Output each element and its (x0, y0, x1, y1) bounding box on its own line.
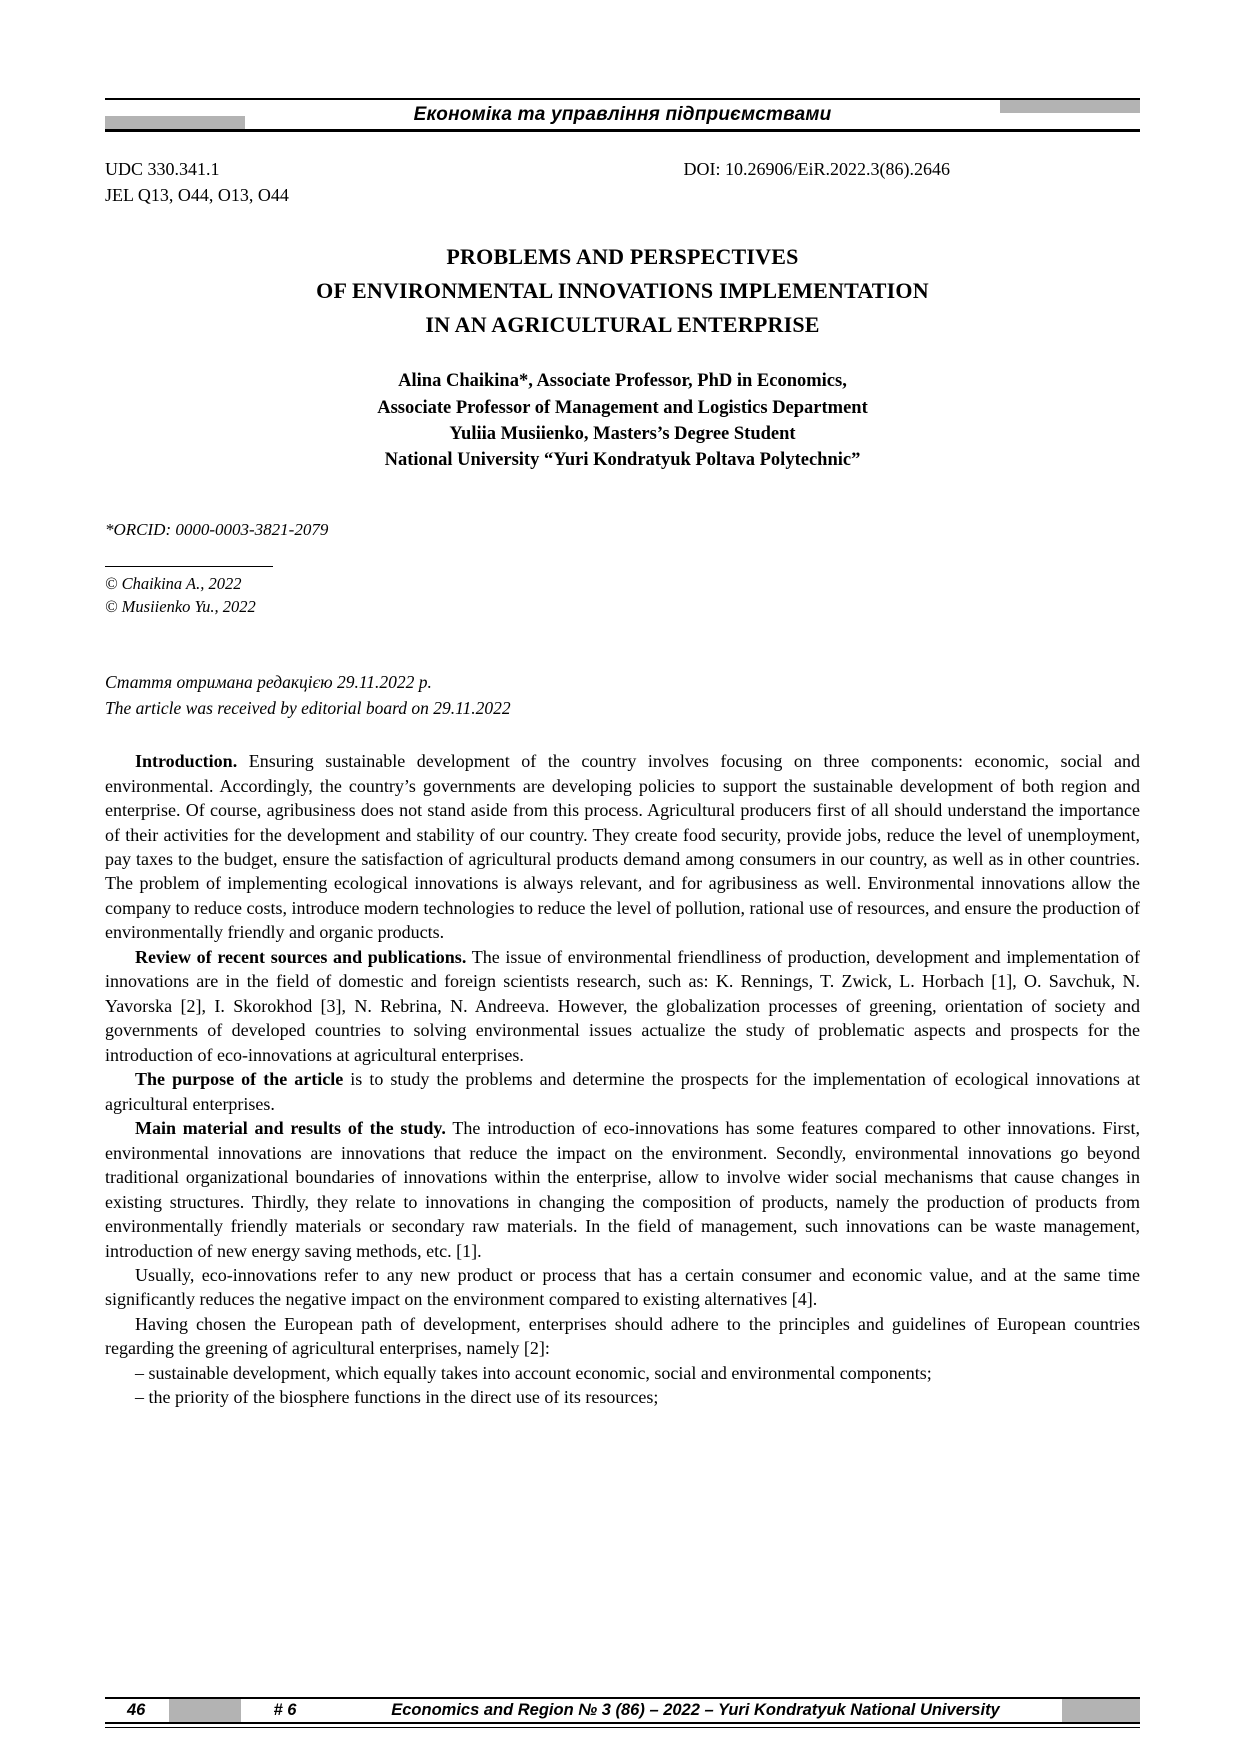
paragraph-having-chosen (105, 1312, 1140, 1361)
udc-doi-row (105, 156, 1140, 208)
list-item (105, 1385, 1140, 1409)
paragraph-introduction (105, 749, 1140, 945)
page-number: 46 (127, 1701, 146, 1719)
orcid-line: *ORCID: 0000-0003-3821-2079 (105, 519, 329, 539)
page-footer (105, 1697, 1140, 1728)
section-title: Економіка та управління підприємствами (413, 103, 832, 125)
footer-band (105, 1697, 1140, 1724)
received-block (105, 670, 1140, 721)
authors-block (105, 368, 1140, 473)
header-gray-block-right (1000, 100, 1140, 113)
doi-code: DOI: 10.26906/EiR.2022.3(86).2646 (683, 159, 950, 179)
footer-gray-block-right (1062, 1699, 1140, 1722)
paragraph-text: The issue of environmental friendliness of production, development and implementation of innovations are in the field of domestic and foreign scientists research, such as: K. Rennings, T. Zwick, L. Horbach [1], O. Savchuk, N. Yavorska [2], I. Skorokhod [3], N. Rebrina, N. Andreeva. However, the globalization processes of greening, orientation of society and governments of developed countries to solving environmental issues actualize the study of problematic aspects and prospects for the introduction of eco-innovations at agricultural enterprises. (105, 946, 1141, 1065)
article-title-line2: OF ENVIRONMENTAL INNOVATIONS IMPLEMENTATION (316, 278, 929, 304)
article-title-line3: IN AN AGRICULTURAL ENTERPRISE (425, 312, 820, 338)
udc-code: UDC 330.341.1 (105, 159, 220, 179)
paragraph-lead: The purpose of the article (135, 1069, 344, 1090)
paragraph-main-material (105, 1116, 1140, 1263)
copyright-line1: © Chaikina A., 2022 (105, 573, 242, 593)
udc-jel-block (105, 156, 289, 208)
copyright-block (105, 566, 1140, 619)
paragraph-usually (105, 1263, 1140, 1312)
list-item-text: – the priority of the biosphere functions in the direct use of its resources; (135, 1387, 659, 1408)
footer-gray-block-left (169, 1699, 241, 1722)
paragraph-purpose (105, 1067, 1140, 1116)
jel-code: JEL Q13, O44, O13, O44 (105, 185, 289, 206)
paragraph-lead: Review of recent sources and publications. (135, 946, 467, 967)
article-title-line1: PROBLEMS AND PERSPECTIVES (446, 244, 799, 270)
author-line2: Associate Professor of Management and Logistics Department (377, 397, 868, 418)
received-line-uk: Стаття отримана редакцією 29.11.2022 р. (105, 672, 432, 693)
paragraph-text: Having chosen the European path of development, enterprises should adhere to the principles and guidelines of European countries regarding the greening of agricultural enterprises, namely [2]: (105, 1313, 1140, 1359)
paragraph-review (105, 945, 1140, 1067)
list-item (105, 1361, 1140, 1385)
paragraph-lead: Main material and results of the study. (135, 1118, 446, 1139)
author-line1: Alina Chaikina*, Associate Professor, PhD in Economics, (398, 371, 847, 392)
paragraph-text: Ensuring sustainable development of the country involves focusing on three components: economic, social and environmental. Accordingly, the country’s governments are developing policies to support the sustainable development of both region and enterprise. Of course, agribusiness does not stand aside from this process. Agricultural producers first of all should understand the importance of their activities for the development and stability of our country. They create food security, provide jobs, reduce the level of unemployment, pay taxes to the budget, ensure the satisfaction of agricultural products demand among consumers in our country, as well as in other countries. The problem of implementing ecological innovations is always relevant, and for agribusiness as well. Environmental innovations allow the company to reduce costs, introduce modern technologies to reduce the level of pollution, rational use of resources, and ensure the production of environmentally friendly and organic products. (105, 751, 1140, 943)
author-line3: Yuliia Musiienko, Masters’s Degree Student (449, 424, 796, 444)
list-item-text: – sustainable development, which equally takes into account economic, social and environmental components; (135, 1362, 932, 1383)
article-title (105, 240, 1140, 342)
footer-bottom-rule (105, 1727, 1140, 1728)
received-line-en: The article was received by editorial board on 29.11.2022 (105, 697, 511, 718)
header-gray-block-left (105, 116, 245, 129)
paragraph-text: Usually, eco-innovations refer to any new product or process that has a certain consumer and economic value, and at the same time significantly reduces the negative impact on the environment compared to existing alternatives [4]. (105, 1264, 1140, 1310)
paragraph-lead: Introduction. (135, 751, 238, 772)
author-line4: National University “Yuri Kondratyuk Poltava Polytechnic” (384, 450, 861, 471)
journal-citation: Economics and Region № 3 (86) – 2022 – Yuri Kondratyuk National University (391, 1701, 1000, 1719)
copyright-line2: © Musiienko Yu., 2022 (105, 596, 256, 616)
article-body (105, 749, 1140, 1410)
paragraph-text: is to study the problems and determine the prospects for the implementation of ecological innovations at agricultural enterprises. (105, 1069, 1140, 1114)
issue-number: # 6 (273, 1701, 297, 1719)
copyright-rule (105, 566, 273, 567)
paragraph-text: The introduction of eco-innovations has some features compared to other innovations. First, environmental innovations are innovations that reduce the impact on the environment. Secondly, environmental innovations go beyond traditional organizational boundaries of innovations within the enterprise, allow to involve wider social mechanisms that cause changes in existing structures. Thirdly, they relate to innovations in changing the composition of products, namely the production of products from environmentally friendly materials or secondary raw materials. In the field of management, such innovations can be waste management, introduction of new energy saving methods, etc. [1]. (105, 1118, 1140, 1261)
section-header-band (105, 98, 1140, 132)
